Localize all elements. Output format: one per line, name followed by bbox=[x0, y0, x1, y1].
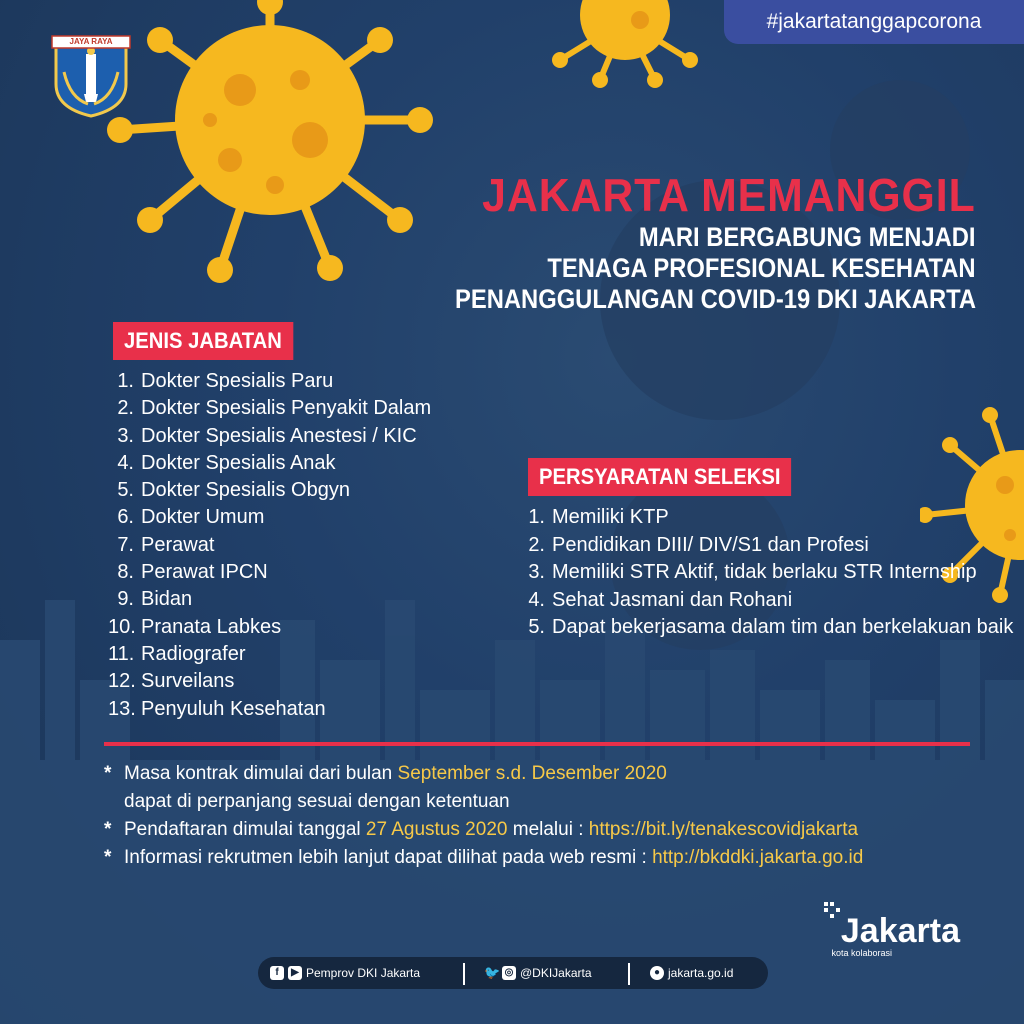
list-item: 10. Pranata Labkes bbox=[108, 615, 282, 638]
jakarta-brand-mark-icon bbox=[822, 902, 842, 942]
footer-separator bbox=[628, 963, 630, 985]
instagram-icon: ◎ bbox=[502, 966, 516, 980]
subtitle-line-3: PENANGGULANGAN COVID-19 DKI JAKARTA bbox=[454, 284, 976, 314]
note-registration: * Pendaftaran dimulai tanggal 27 Agustus 2020 melalui : https://bit.ly/tenakescovidjakarta bbox=[104, 819, 859, 840]
contract-period: September s.d. Desember 2020 bbox=[397, 763, 667, 784]
virus-illustration-top bbox=[540, 0, 710, 90]
note-contract-line2: dapat di perpanjang sesuai dengan ketentuan bbox=[124, 791, 510, 812]
list-item: 2. Dokter Spesialis Penyakit Dalam bbox=[117, 397, 432, 420]
list-item: 4. Sehat Jasmani dan Rohani bbox=[528, 588, 793, 611]
info-website-link[interactable]: http://bkddki.jakarta.go.id bbox=[652, 847, 864, 868]
list-item: 9. Bidan bbox=[117, 588, 193, 611]
divider bbox=[104, 742, 970, 746]
jobs-heading: JENIS JABATAN bbox=[113, 322, 293, 360]
twitter-icon: 🐦 bbox=[484, 965, 501, 980]
list-item: 7. Perawat bbox=[117, 533, 215, 556]
footer-facebook-youtube[interactable] bbox=[270, 957, 420, 989]
registration-link[interactable]: https://bit.ly/tenakescovidjakarta bbox=[588, 819, 859, 840]
list-item: 1. Memiliki KTP bbox=[528, 506, 669, 528]
footer-twitter-instagram[interactable] bbox=[484, 957, 592, 989]
footer-twitter-label: @DKIJakarta bbox=[520, 966, 592, 980]
jobs-list bbox=[108, 368, 431, 723]
footer-facebook-label: Pemprov DKI Jakarta bbox=[306, 966, 421, 980]
subtitle-line-2: TENAGA PROFESIONAL KESEHATAN bbox=[547, 253, 976, 283]
list-item: 1. Dokter Spesialis Paru bbox=[117, 370, 334, 392]
list-item: 4. Dokter Spesialis Anak bbox=[117, 451, 336, 474]
list-item: 5. Dokter Spesialis Obgyn bbox=[117, 479, 350, 502]
note-info: * Informasi rekrutmen lebih lanjut dapat dilihat pada web resmi : http://bkddki.jakarta.go.id bbox=[104, 847, 864, 868]
globe-icon: ● bbox=[650, 966, 664, 980]
virus-illustration-large bbox=[100, 0, 440, 300]
list-item: 8. Perawat IPCN bbox=[117, 561, 268, 584]
footer-website[interactable] bbox=[650, 957, 733, 989]
youtube-icon: ▶ bbox=[288, 966, 302, 980]
footer-website-label: jakarta.go.id bbox=[668, 966, 734, 980]
jakarta-brand-name: Jakarta bbox=[840, 912, 960, 950]
requirements-heading: PERSYARATAN SELEKSI bbox=[528, 458, 792, 496]
list-item: 3. Memiliki STR Aktif, tidak berlaku STR Internship bbox=[528, 561, 977, 583]
footer-separator bbox=[463, 963, 465, 985]
hashtag-banner: #jakartatanggapcorona bbox=[724, 0, 1024, 44]
social-footer bbox=[258, 957, 768, 989]
logo-ribbon-text: JAYA RAYA bbox=[69, 37, 113, 46]
requirements-list bbox=[528, 504, 1013, 642]
jakarta-brand-tagline: kota kolaborasi bbox=[831, 948, 892, 958]
note-contract: * Masa kontrak dimulai dari bulan September s.d. Desember 2020 bbox=[104, 763, 667, 784]
list-item: 13. Penyuluh Kesehatan bbox=[108, 697, 326, 720]
list-item: 12. Surveilans bbox=[108, 670, 235, 693]
registration-date: 27 Agustus 2020 bbox=[365, 819, 508, 840]
list-item: 2. Pendidikan DIII/ DIV/S1 dan Profesi bbox=[528, 533, 869, 556]
facebook-icon: f bbox=[270, 966, 284, 980]
list-item: 11. Radiografer bbox=[108, 642, 246, 665]
subtitle-line-1: MARI BERGABUNG MENJADI bbox=[639, 222, 976, 252]
list-item: 6. Dokter Umum bbox=[117, 506, 265, 529]
list-item: 3. Dokter Spesialis Anestesi / KIC bbox=[117, 424, 417, 447]
page-title: JAKARTA MEMANGGIL bbox=[482, 169, 976, 221]
list-item: 5. Dapat bekerjasama dalam tim dan berkelakuan baik bbox=[528, 616, 1014, 638]
dki-jakarta-logo bbox=[50, 32, 132, 118]
